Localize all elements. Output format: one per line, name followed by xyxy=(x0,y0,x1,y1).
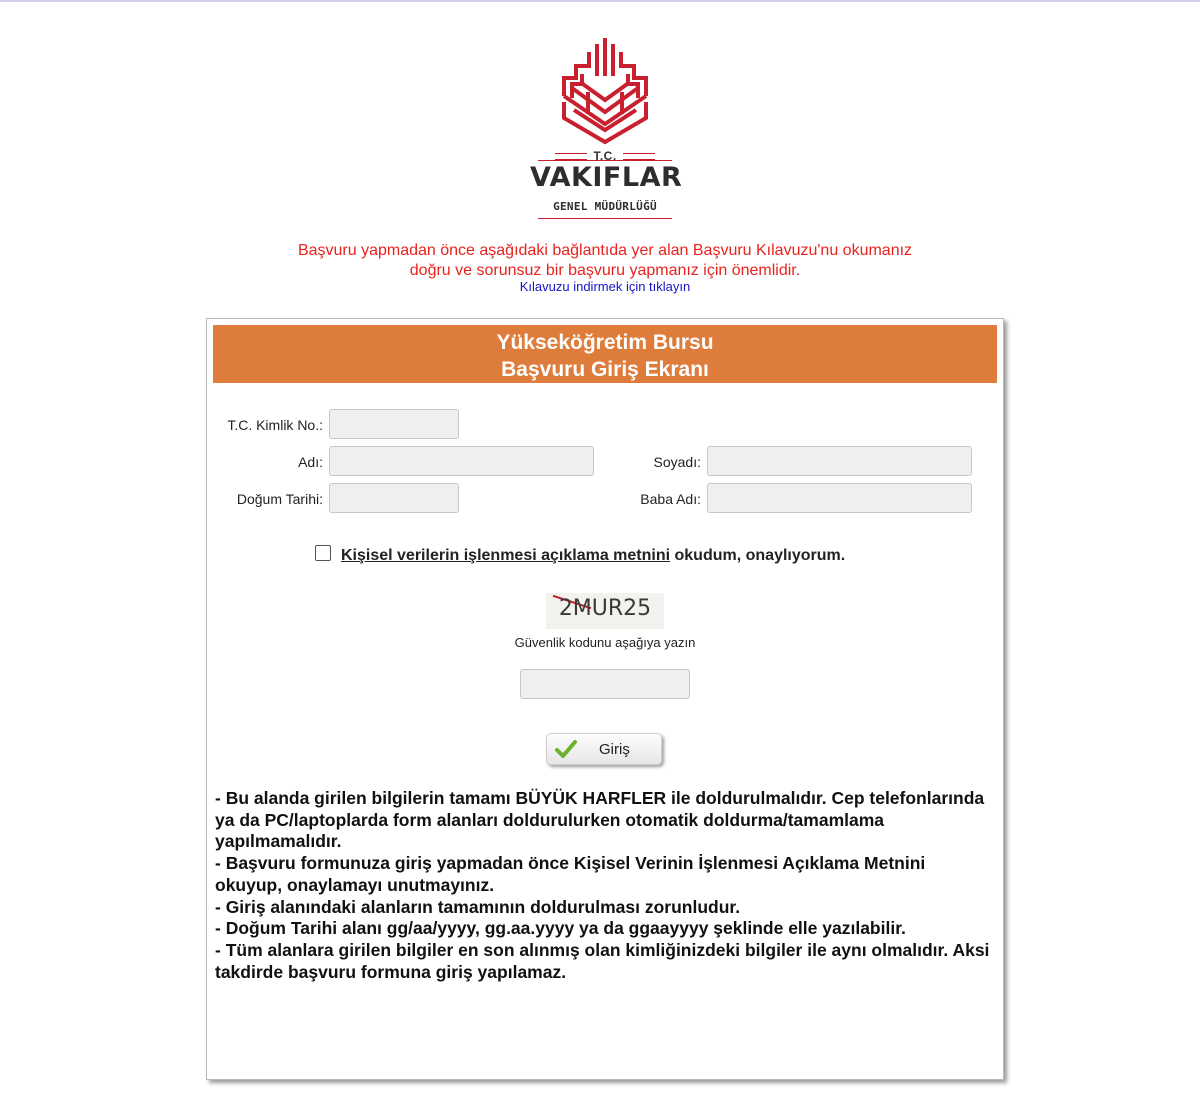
logo-name-text: VAKIFLAR xyxy=(530,162,683,193)
instruction-item: - Başvuru formunuza giriş yapmadan önce Kişisel Verinin İşlenmesi Açıklama Metnini okuyup, onaylamayı unutmayınız. xyxy=(215,853,926,895)
soyadi-input[interactable] xyxy=(707,446,972,476)
vakiflar-logo xyxy=(530,36,683,222)
panel-header xyxy=(213,325,997,383)
baba-adi-input[interactable] xyxy=(707,483,972,513)
logo-tc-text: T.C. xyxy=(530,149,680,163)
kvkk-consent-checkbox[interactable] xyxy=(315,545,331,561)
tc-kimlik-input[interactable] xyxy=(329,409,459,439)
adi-label: Adı: xyxy=(298,454,323,470)
logo-rule-bottom xyxy=(538,218,672,219)
captcha-code: 2MUR25 xyxy=(558,596,652,621)
notice-line-2: doğru ve sorunsuz bir başvuru yapmanız için önemlidir. xyxy=(409,262,801,279)
check-icon xyxy=(555,739,577,759)
login-panel xyxy=(206,318,1004,1080)
kvkk-consent xyxy=(315,545,915,565)
baba-adi-label: Baba Adı: xyxy=(640,491,701,507)
soyadi-label: Soyadı: xyxy=(653,454,701,470)
instruction-item: - Bu alanda girilen bilgilerin tamamı BÜYÜK HARFLER ile doldurulmalıdır. Cep telefonlarında ya da PC/laptoplarda form alanları doldurulurken otomatik doldurma/tamamlama yapılmamalıdır. xyxy=(215,788,985,852)
dogum-tarihi-input[interactable] xyxy=(329,483,459,513)
captcha-hint: Güvenlik kodunu aşağıya yazın xyxy=(514,635,696,650)
top-border-line xyxy=(0,0,1200,2)
notice-line-1: Başvuru yapmadan önce aşağıdaki bağlantıda yer alan Başvuru Kılavuzu'nu okumanız xyxy=(297,242,913,259)
instructions-list xyxy=(215,788,995,983)
instruction-item: - Giriş alanındaki alanların tamamının doldurulması zorunludur. xyxy=(215,896,741,917)
guide-download-link[interactable]: Kılavuzu indirmek için tıklayın xyxy=(519,279,691,294)
guide-notice xyxy=(220,241,990,281)
giris-button[interactable] xyxy=(546,733,662,765)
giris-button-label: Giriş xyxy=(599,741,630,758)
instruction-item: - Tüm alanlara girilen bilgiler en son alınmış olan kimliğinizdeki bilgiler ile aynı olmalıdır. Aksi takdirde başvuru formuna giriş yapılamaz. xyxy=(215,939,990,982)
kvkk-consent-text: okudum, onaylıyorum. xyxy=(670,547,846,564)
logo-subtitle-text: GENEL MÜDÜRLÜĞÜ xyxy=(553,200,657,213)
panel-title-line-1: Yükseköğretim Bursu xyxy=(496,331,714,354)
captcha-image xyxy=(546,593,664,629)
tc-kimlik-label: T.C. Kimlik No.: xyxy=(227,417,323,433)
kvkk-text-link[interactable]: Kişisel verilerin işlenmesi açıklama metnini xyxy=(341,547,671,564)
panel-title-line-2: Başvuru Giriş Ekranı xyxy=(501,358,709,381)
adi-input[interactable] xyxy=(329,446,594,476)
dogum-tarihi-label: Doğum Tarihi: xyxy=(236,491,323,507)
vakiflar-emblem-icon xyxy=(530,36,680,146)
captcha-input[interactable] xyxy=(520,669,690,699)
instruction-item: - Doğum Tarihi alanı gg/aa/yyyy, gg.aa.yyyy ya da ggaayyyy şeklinde elle yazılabilir. xyxy=(215,918,906,939)
